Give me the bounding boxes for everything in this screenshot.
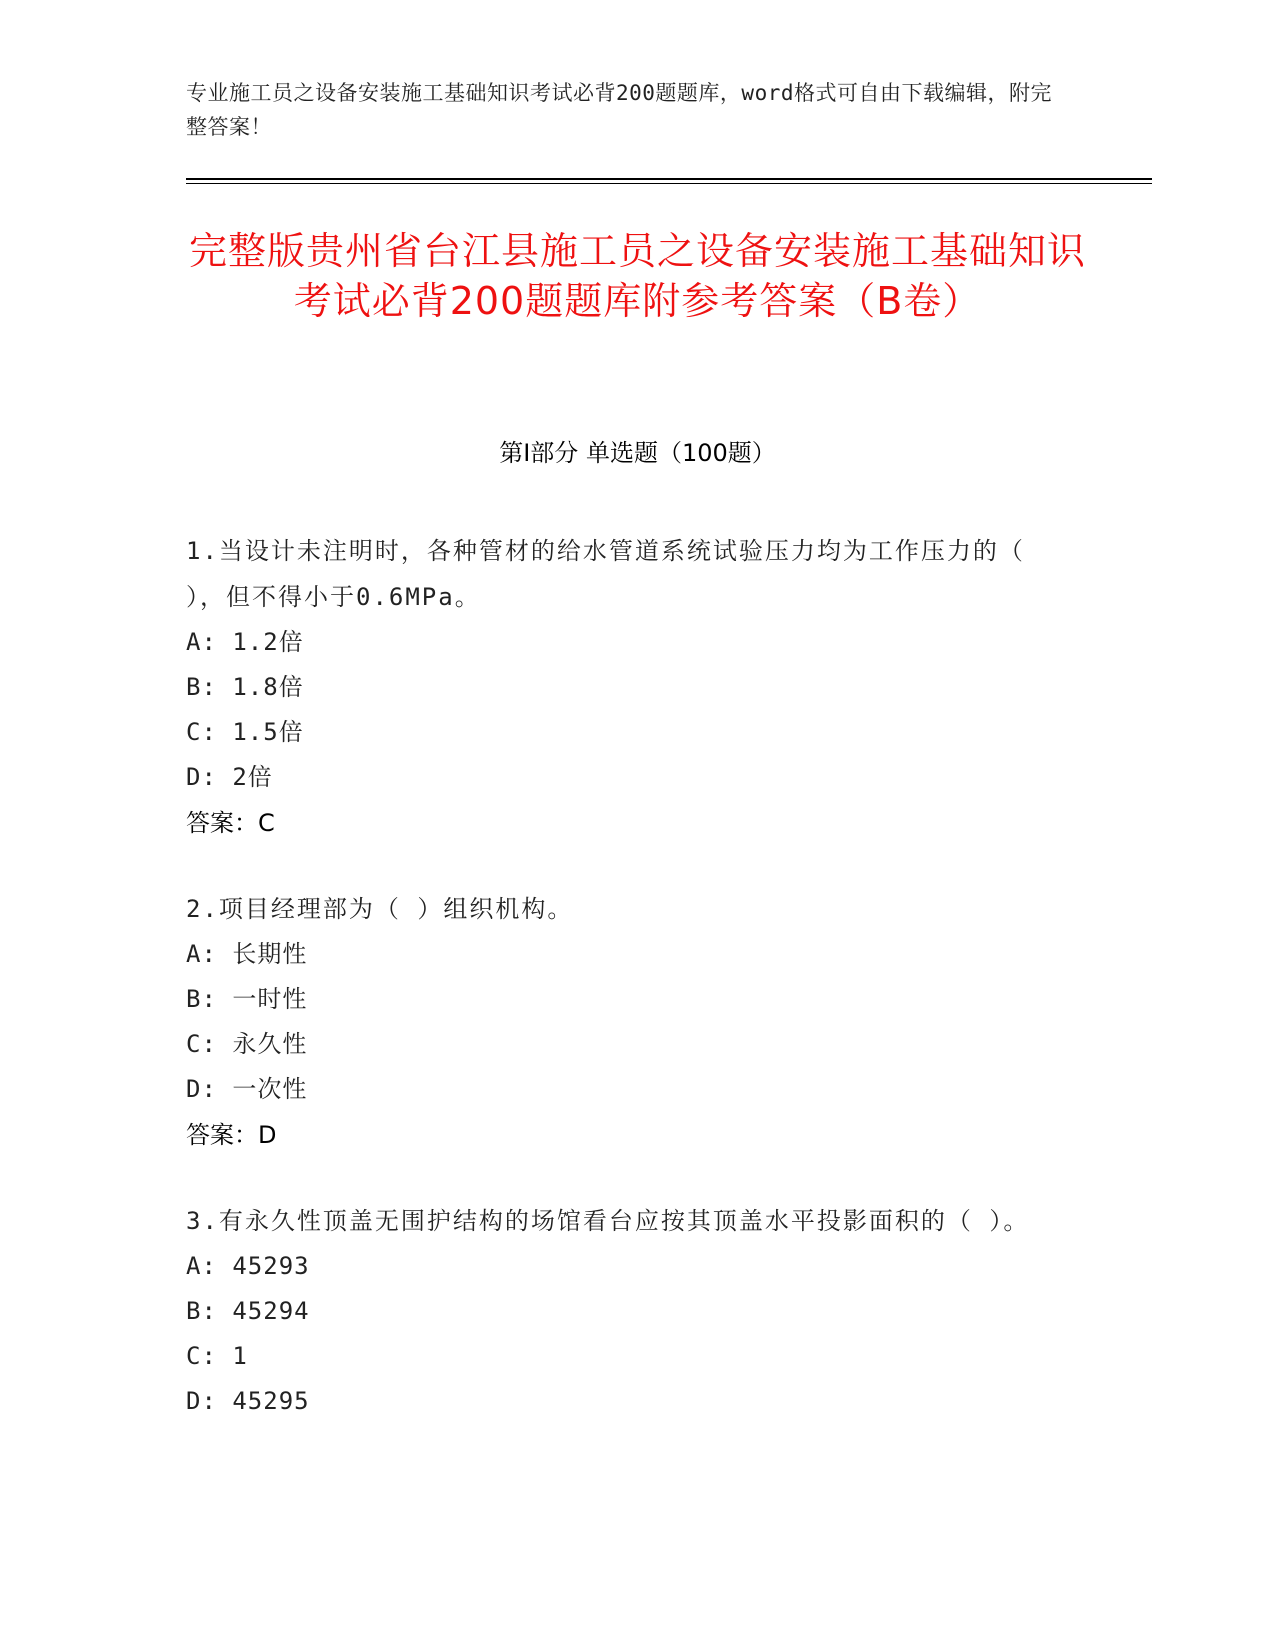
question-1	[186, 528, 1066, 846]
question-2	[186, 886, 1066, 1158]
option-a: A: 45293	[186, 1252, 310, 1280]
option-d: D: 一次性	[186, 1075, 308, 1103]
option-b: B: 一时性	[186, 985, 308, 1013]
header-rule-thin	[186, 183, 1152, 184]
option-b: B: 1.8倍	[186, 673, 304, 701]
section-heading: 第I部分 单选题（100题）	[499, 439, 776, 467]
option-b: B: 45294	[186, 1297, 310, 1325]
option-a: A: 1.2倍	[186, 628, 304, 656]
question-3	[186, 1198, 1066, 1424]
header-note: 专业施工员之设备安装施工基础知识考试必背200题题库，word格式可自由下载编辑，附完整答案！	[186, 81, 1052, 139]
question-list	[186, 528, 1066, 1464]
document-title: 完整版贵州省台江县施工员之设备安装施工基础知识考试必背200题题库附参考答案（B卷）	[188, 229, 1086, 323]
option-c: C: 1.5倍	[186, 718, 304, 746]
question-stem: 3.有永久性顶盖无围护结构的场馆看台应按其顶盖水平投影面积的（ ）。	[186, 1207, 1030, 1235]
answer-line: 答案：D	[186, 1121, 277, 1149]
option-c: C: 1	[186, 1342, 248, 1370]
header-rule	[186, 178, 1152, 180]
option-d: D: 45295	[186, 1387, 310, 1415]
option-a: A: 长期性	[186, 940, 308, 968]
option-d: D: 2倍	[186, 763, 273, 791]
option-c: C: 永久性	[186, 1030, 308, 1058]
question-stem: 1.当设计未注明时，各种管材的给水管道系统试验压力均为工作压力的（ ），但不得小于0.6MPa。	[186, 537, 1025, 611]
question-stem: 2.项目经理部为（ ）组织机构。	[186, 895, 574, 923]
answer-line: 答案：C	[186, 809, 275, 837]
